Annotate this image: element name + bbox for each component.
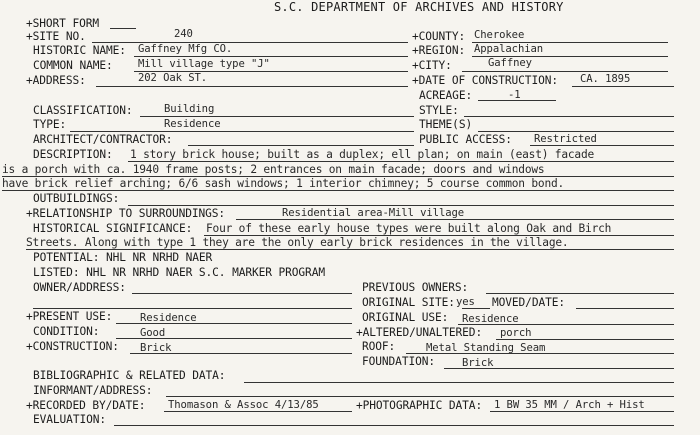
classification-line [140,116,414,117]
architect-line [188,145,414,146]
themes-line [478,131,674,132]
acreage-label: ACREAGE: [419,89,473,102]
classification-label: CLASSIFICATION: [33,104,133,117]
roof-line [406,353,674,354]
construction-label: +CONSTRUCTION: [26,340,119,353]
foundation-value: Brick [462,357,494,369]
address-line [96,86,408,87]
altered-value: porch [500,327,532,339]
potential-label: POTENTIAL: NHL NR NRHD NAER [33,251,213,264]
type-value: Residence [164,118,221,130]
acreage-line [478,100,556,101]
themes-label: THEME(S) [419,118,473,131]
original-use-line [458,324,674,325]
roof-value: Metal Standing Seam [426,342,546,354]
style-line [464,116,674,117]
relationship-line [236,219,674,220]
recorded-by-value: Thomason & Assoc 4/13/85 [168,399,319,411]
date-construction-line [572,86,674,87]
city-label: +CITY: [412,59,452,72]
original-site-label: ORIGINAL SITE: [362,296,455,309]
significance-line-2: Streets. Along with type 1 they are the only early brick residences in the village. [26,236,569,249]
site-no-label: +SITE NO. [26,30,86,43]
outbuildings-label: OUTBUILDINGS: [33,192,120,205]
relationship-value: Residential area-Mill village [282,207,465,219]
type-label: TYPE: [33,118,67,131]
condition-value: Good [140,327,166,339]
date-construction-value: CA. 1895 [580,73,631,85]
bibliographic-line [244,382,674,383]
site-no-value: 240 [174,28,193,40]
foundation-label: FOUNDATION: [362,355,435,368]
relationship-label: +RELATIONSHIP TO SURROUNDINGS: [26,207,226,220]
construction-line [130,353,352,354]
acreage-value: -1 [508,89,521,101]
public-access-line [530,145,674,146]
evaluation-line [114,425,674,426]
condition-line [116,338,352,339]
public-access-label: PUBLIC ACCESS: [419,133,512,146]
original-site-line [462,308,490,309]
common-name-value: Mill village type "J" [138,58,270,70]
historic-name-line [134,56,408,57]
region-value: Appalachian [474,43,544,55]
city-line [462,71,668,72]
description-line-3: have brick relief arching; 6/6 sash windows; 1 interior chimney; 5 course common bond. [2,177,565,190]
county-label: +COUNTY: [412,30,466,43]
historic-name-label: HISTORIC NAME: [33,44,126,57]
county-value: Cherokee [474,29,525,41]
short-form-label: +SHORT FORM [26,17,99,30]
significance-line-1: Four of these early house types were built along Oak and Birch [206,222,612,235]
public-access-value: Restricted [534,133,597,145]
recorded-by-line [164,411,352,412]
common-name-label: COMMON NAME: [33,59,113,72]
roof-label: ROOF: [362,340,396,353]
classification-value: Building [164,103,215,115]
description-line-2: is a porch with ca. 1940 frame posts; 2 entrances on main facade; doors and windows [2,163,545,176]
city-value: Gaffney [488,57,532,69]
architect-label: ARCHITECT/CONTRACTOR: [33,133,173,146]
construction-value: Brick [140,342,172,354]
address-label: +ADDRESS: [26,74,86,87]
photographic-data-line [490,411,674,412]
significance-rule-2 [26,249,674,250]
description-rule-3 [2,190,674,191]
original-site-value: yes [456,296,475,308]
moved-date-line [576,308,674,309]
region-label: +REGION: [412,44,466,57]
present-use-line [116,323,352,324]
informant-label: INFORMANT/ADDRESS: [33,384,153,397]
foundation-line [444,368,674,369]
photographic-data-label: +PHOTOGRAPHIC DATA: [356,399,483,412]
evaluation-label: EVALUATION: [33,413,106,426]
description-line-1: 1 story brick house; built as a duplex; ell plan; on main (east) facade [130,148,595,161]
type-line [70,131,414,132]
bibliographic-label: BIBLIOGRAPHIC & RELATED DATA: [33,369,226,382]
photographic-data-value: 1 BW 35 MM / Arch + Hist [494,399,645,411]
original-use-label: ORIGINAL USE: [362,311,449,324]
form-header: S.C. DEPARTMENT OF ARCHIVES AND HISTORY [274,0,564,14]
previous-owners-line [486,293,674,294]
outbuildings-line [128,205,674,206]
significance-label: HISTORICAL SIGNIFICANCE: [33,222,193,235]
historic-name-value: Gaffney Mfg CO. [138,43,233,55]
previous-owners-label: PREVIOUS OWNERS: [362,281,469,294]
owner-address-line-2 [33,308,352,309]
present-use-label: +PRESENT USE: [26,310,113,323]
condition-label: CONDITION: [33,325,100,338]
altered-label: +ALTERED/UNALTERED: [356,326,483,339]
address-value: 202 Oak ST. [138,72,208,84]
short-form-line [110,28,136,29]
original-use-value: Residence [462,313,519,325]
recorded-by-label: +RECORDED BY/DATE: [26,399,146,412]
owner-address-line [132,293,352,294]
description-label: DESCRIPTION: [33,148,113,161]
description-rule-1 [128,161,674,162]
listed-label: LISTED: NHL NR NRHD NAER S.C. MARKER PROGRAM [33,266,325,279]
informant-line [166,396,674,397]
moved-date-label: MOVED/DATE: [492,296,565,309]
owner-address-label: OWNER/ADDRESS: [33,281,126,294]
date-construction-label: +DATE OF CONSTRUCTION: [412,74,558,87]
present-use-value: Residence [140,312,197,324]
style-label: STYLE: [419,104,459,117]
altered-line [496,339,674,340]
